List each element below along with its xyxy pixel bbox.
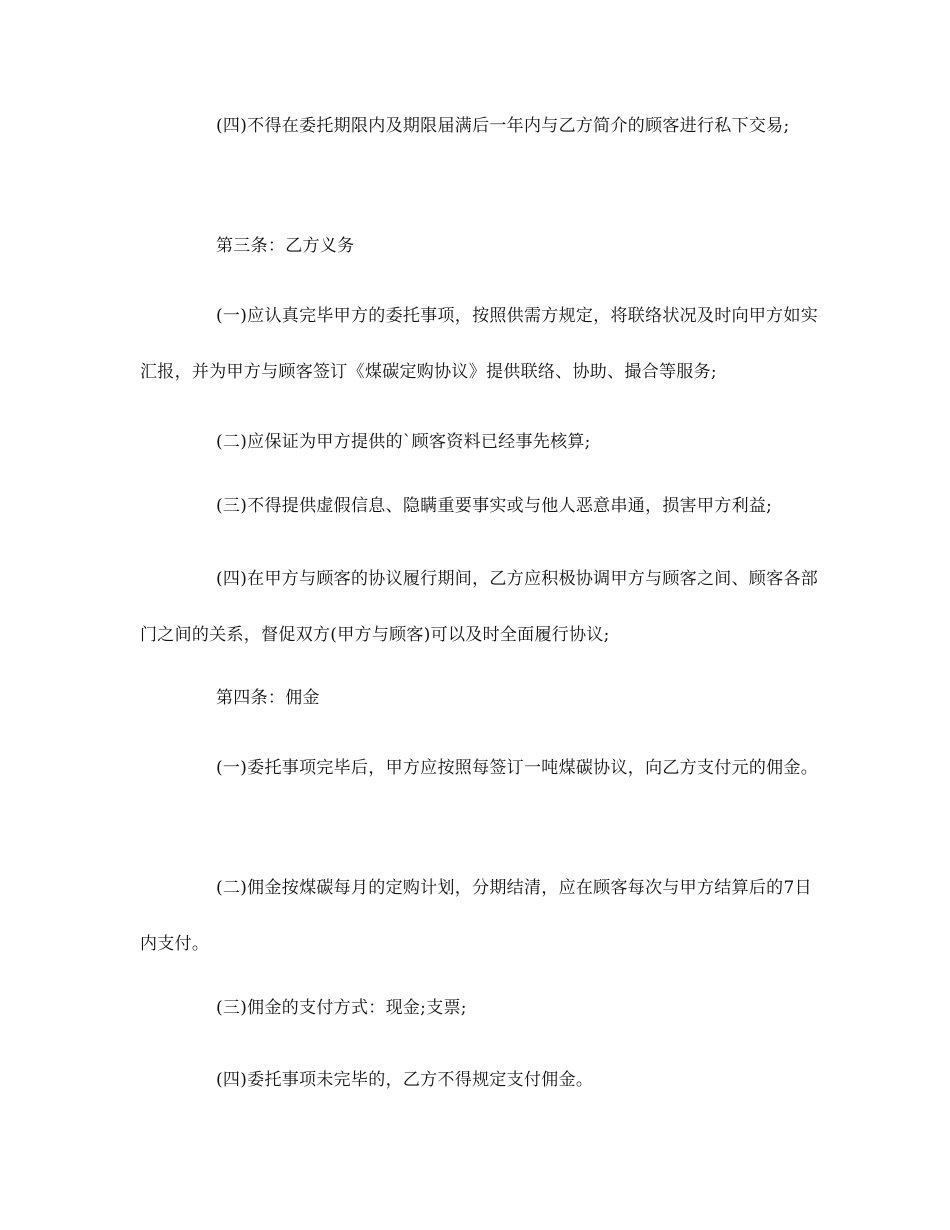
clause-paragraph: (四)委托事项未完毕的，乙方不得规定支付佣金。 <box>216 1070 594 1090</box>
clause-paragraph: (三)不得提供虚假信息、隐瞒重要事实或与他人恶意串通，损害甲方利益; <box>216 496 773 516</box>
clause-paragraph: (四)不得在委托期限内及期限届满后一年内与乙方简介的顾客进行私下交易; <box>216 116 790 136</box>
section-heading: 第四条：佣金 <box>216 688 320 708</box>
clause-paragraph: (一)委托事项完毕后，甲方应按照每签订一吨煤碳协议，向乙方支付元的佣金。 <box>216 758 819 778</box>
clause-paragraph: (四)在甲方与顾客的协议履行期间，乙方应积极协调甲方与顾客之间、顾客各部门之间的关系，督促双方(甲方与顾客)可以及时全面履行协议; <box>140 569 819 645</box>
clause-paragraph: (三)佣金的支付方式：现金;支票; <box>216 998 467 1018</box>
clause-paragraph: (二)应保证为甲方提供的`顾客资料已经事先核算; <box>216 432 591 452</box>
clause-paragraph: (二)佣金按煤碳每月的定购计划，分期结清，应在顾客每次与甲方结算后的7日内支付。 <box>140 878 812 954</box>
clause-paragraph: (一)应认真完毕甲方的委托事项，按照供需方规定，将联络状况及时向甲方如实汇报，并为甲方与顾客签订《煤碳定购协议》提供联络、协助、撮合等服务; <box>140 306 819 382</box>
section-heading: 第三条：乙方义务 <box>216 236 355 256</box>
